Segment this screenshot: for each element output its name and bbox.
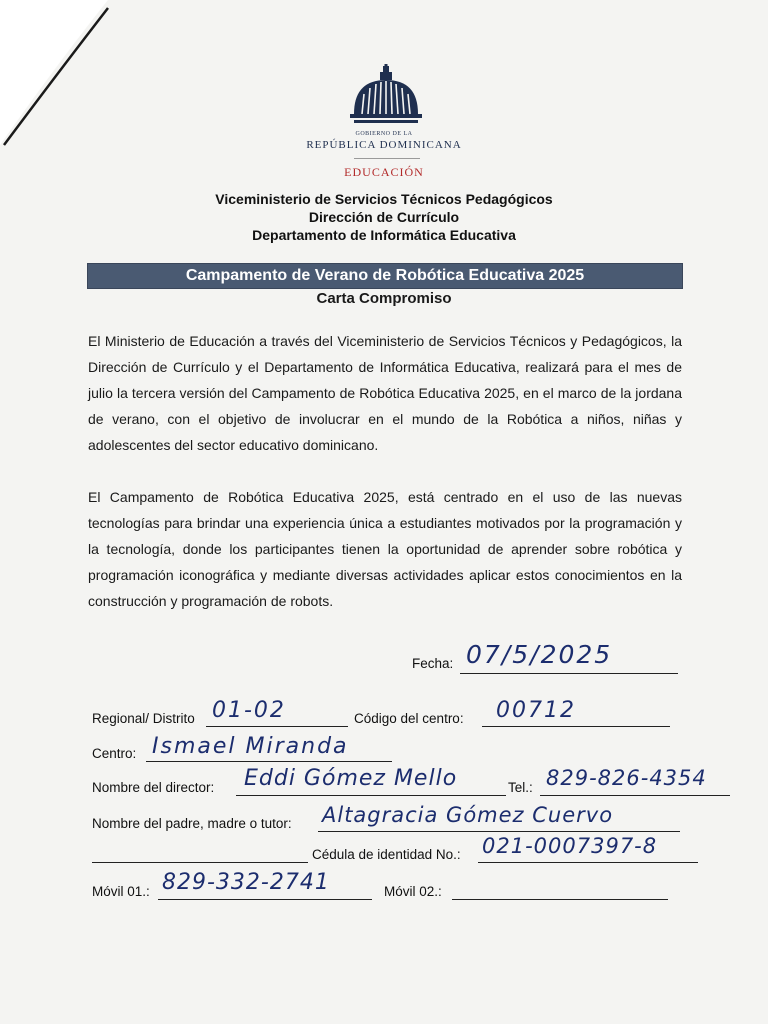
- document-subtitle: Carta Compromiso: [316, 290, 452, 307]
- regional-label: Regional/ Distrito: [92, 711, 195, 726]
- director-line: [236, 795, 506, 796]
- intro-paragraph: El Ministerio de Educación a través del Viceministerio de Servicios Técnicos y Pedagógicos, la Dirección de Currículo y el Departamento de Informática Educativa, realizará para el mes de julio la tercera versión del Campamento de Robótica Educativa 2025, en el marco de la jordana de verano, con el objetivo de involucrar en el mundo de la Robótica a niños, niñas y adolescentes del sector educativo dominicano.: [88, 333, 682, 453]
- codigo-label: Código del centro:: [354, 711, 464, 726]
- movil1-label: Móvil 01.:: [92, 884, 150, 899]
- department-heading: Departamento de Informática Educativa: [252, 227, 516, 243]
- tutor-label: Nombre del padre, madre o tutor:: [92, 816, 292, 831]
- movil1-line: [158, 899, 372, 900]
- cedula-value[interactable]: 021-0007397-8: [482, 834, 658, 858]
- description-paragraph: El Campamento de Robótica Educativa 2025, está centrado en el uso de las nuevas tecnologías para brindar una experiencia única a estudiantes motivados por la programación y la tecnología, donde los participantes tienen la oportunidad de aprender sobre robótica y programación iconográfica y mediante diversas actividades aplicar estos conocimientos en la construcción y programación de robots.: [88, 489, 682, 609]
- title-banner: [87, 263, 683, 289]
- movil1-value[interactable]: 829-332-2741: [162, 870, 330, 895]
- cedula-blank-line: [92, 862, 308, 863]
- movil2-line: [452, 899, 668, 900]
- header-divider: [354, 158, 420, 159]
- tel-value[interactable]: 829-826-4354: [546, 766, 707, 790]
- gov-name: REPÚBLICA DOMINICANA: [306, 139, 462, 151]
- fecha-line: [460, 673, 678, 674]
- page-title: Campamento de Verano de Robótica Educativa 2025: [185, 267, 585, 284]
- centro-label: Centro:: [92, 746, 137, 761]
- regional-line: [206, 726, 348, 727]
- tel-label: Tel.:: [508, 780, 533, 795]
- regional-value[interactable]: 01-02: [212, 698, 286, 723]
- tutor-value[interactable]: Altagracia Gómez Cuervo: [322, 803, 614, 827]
- fecha-label: Fecha:: [412, 656, 454, 671]
- education-label: EDUCACIÓN: [344, 165, 424, 179]
- cedula-line: [478, 862, 698, 863]
- gov-small-label: GOBIERNO DE LA: [355, 131, 413, 137]
- tutor-line: [318, 831, 680, 832]
- director-value[interactable]: Eddi Gómez Mello: [244, 766, 458, 791]
- viceministry-heading: Viceministerio de Servicios Técnicos Pedagógicos: [215, 191, 553, 207]
- cedula-label: Cédula de identidad No.:: [312, 847, 461, 862]
- tel-line: [540, 795, 730, 796]
- codigo-value[interactable]: 00712: [496, 698, 576, 723]
- director-label: Nombre del director:: [92, 780, 215, 795]
- movil2-label: Móvil 02.:: [384, 884, 442, 899]
- page-fold-shadow: [0, 0, 120, 150]
- fecha-value[interactable]: 07/5/2025: [466, 640, 613, 669]
- curriculum-heading: Dirección de Currículo: [308, 209, 460, 225]
- codigo-line: [482, 726, 670, 727]
- centro-value[interactable]: Ismael Miranda: [152, 734, 349, 759]
- centro-line: [146, 761, 392, 762]
